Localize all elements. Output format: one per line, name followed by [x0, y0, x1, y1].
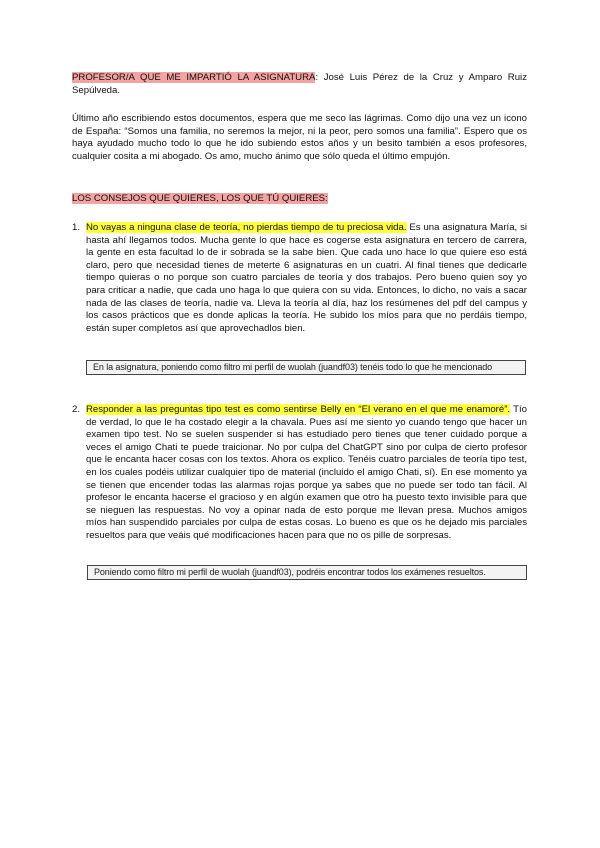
caption-box-2: Poniendo como filtro mi perfil de wuolah (juandf03), podréis encontrar todos los exámenes resueltos. [87, 565, 527, 580]
caption-box-1: En la asignatura, poniendo como filtro mi perfil de wuolah (juandf03) tenéis todo lo que he mencionado [86, 360, 526, 375]
professor-label: PROFESOR/A QUE ME IMPARTIÓ LA ASIGNATURA [72, 72, 316, 83]
section-heading [72, 193, 328, 206]
professor-paragraph: PROFESOR/A QUE ME IMPARTIÓ LA ASIGNATURA: José Luis Pérez de la Cruz y Amparo Ruiz Sepúlveda. [72, 72, 527, 96]
list-item-1 [72, 222, 527, 335]
list-item-text: Es una asignatura María, si hasta ahí llegamos todos. Mucha gente lo que hace es cogerse esta asignatura en tercero de carrera, la gente en esta facultad lo de ir sobrada se la sabe bien. Que cada uno hace lo que quiere eso está claro, pero que necesidad tienes de meterte 6 asignaturas en un cuatri. Al final tienes que dedicarle tiempo quieras o no porque son cuatro parciales de teoría y dos trabajos. Pero bueno quien soy yo para criticar a nadie, que cada uno haga lo que quiera con su vida. Entonces, lo dicho, no vais a sacar nada de las clases de teoría, nadie va. Lleva la teoría al día, haz los resúmenes del pdf del campus y los casos prácticos que es donde aplicas la teoría. He subido los míos para que no perdáis tiempo, están super completos así que aprovechadlos bien. [86, 222, 528, 334]
list-item-highlight: No vayas a ninguna clase de teoría, no pierdas tiempo de tu preciosa vida. [86, 222, 407, 233]
section-heading-text: LOS CONSEJOS QUE QUIERES, LOS QUE TÚ QUIERES: [72, 193, 328, 204]
list-item-number: 2. [72, 404, 81, 415]
intro-paragraph: Último año escribiendo estos documentos, espera que me seco las lágrimas. Como dijo una vez un icono de España: “Somos una familia, no seremos la mejor, ni la peor, pero somos una familia”. Espero que os haya ayudado mucho todo lo que he ido subiendo estos años y un besito también a esos profesores, cualquier cosita a mi abogado. Os amo, mucho ánimo que sólo queda el último empujón. [72, 113, 527, 162]
list-item-2 [72, 404, 527, 543]
list-item-body [86, 222, 527, 335]
list-item-text: Tío de verdad, lo que le ha costado elegir a la chavala. Pues así me siento yo cuando tengo que hacer un examen tipo test. No se suelen suspender si has estudiado pero tienes que tener cuidado porque a veces el amigo Chati te puede traicionar. No por culpa del ChatGPT sino por culpa de cierto profesor que le encanta hacer cosas con los textos. Ahora os explico. Tenéis cuatro parciales de teoría tipo test, en los cuales podéis utilizar cualquier tipo de material (incluido el amigo Chati, sí). En ese momento ya se tienen que encender todas las alarmas rojas porque ya sabes que no puede ser todo tan fácil. Al profesor le encanta hacerse el gracioso y en algún examen que otro ha puesto texto invisible para que se nieguen las respuestas. No voy a opinar nada de esto porque me llevan presa. Muchos amigos míos han suspendido parciales por culpa de estas cosas. Lo bueno es que os he dejado mis parciales resueltos para que veáis qué modificaciones hacen para que no os pille de sorpresas. [86, 404, 528, 541]
list-item-number: 1. [72, 222, 81, 233]
list-item-highlight: Responder a las preguntas tipo test es como sentirse Belly en “El verano en el que me enamoré”. [86, 404, 511, 415]
professor-names: José Luis Pérez de la Cruz y Amparo Ruiz Sepúlveda. [72, 72, 527, 96]
list-item-body [86, 404, 527, 543]
